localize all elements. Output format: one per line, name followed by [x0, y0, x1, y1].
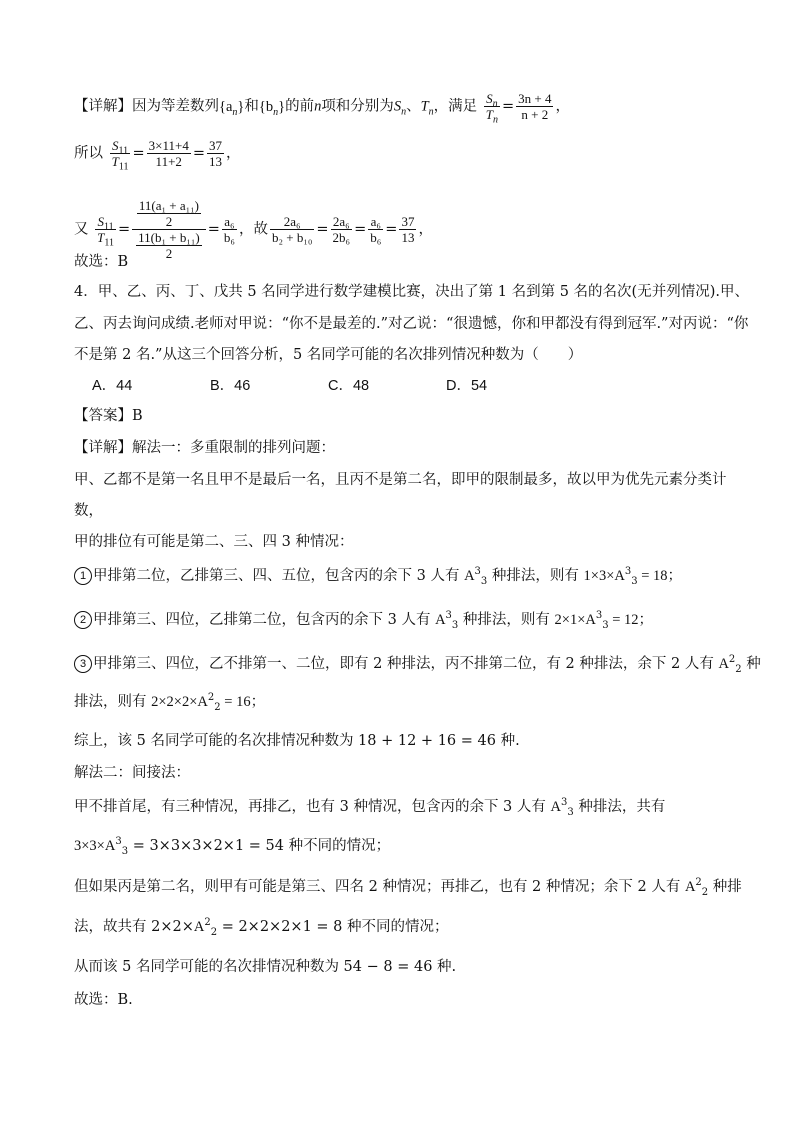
option-c: C．48	[328, 378, 370, 394]
ratio-formula: $\frac{3n + 4}{n + 2}$	[518, 91, 552, 122]
compound-fraction: $\frac{\frac{\text{11(a₁ + a₁₁)}}{2}}{\frac{\text{11(b₁ + b₁₁)}}{2}}$	[132, 198, 206, 261]
q3-line-3: 又 $\frac{S_{11}}{T_{11}}$ = $\frac{\frac{\text{11(a₁ + a₁₁)}}{2}}{\frac{\text{11(b₁ + b₁₁)}}{2}}$ = $\frac{\text{a₆}}{\text{b₆}}$ ，故 $\frac{\text{2a₆}}{\text{b₂ + b₁₀}}$ = $\frac{\text{2a₆}}{\text{2b₆}}$ = $\frac{\text{a₆}}{\text{b₆}}$ = $\frac{37}{13}$ ，	[74, 198, 433, 261]
case-3: 3 甲排第三、四位，乙不排第一、二位，即有 2 种排法，丙不排第二位，有 2 种排法，余下 2 人有 $A^2_2$ 种	[74, 654, 761, 674]
summary-line: 综上，该 5 名同学可能的名次排情况种数为 18 + 12 + 16 = 46 种.	[74, 733, 520, 749]
case-1: 1 甲排第二位，乙排第三、四、五位，包含丙的余下 3 人有 $A^3_3$ 种排法，则有 $1\times 3\times A^3_3 = 18$；	[74, 566, 682, 586]
fraction-substitution: $\frac{3\times 11+4}{11+2}$	[148, 138, 189, 169]
q4-stem-line-1: 4．甲、乙、丙、丁、戊共 5 名同学进行数学建模比赛，决出了第 1 名到第 5 名的名次(无并列情况).甲、	[74, 284, 749, 300]
circled-number-2: 2	[74, 611, 92, 629]
case-3-continued: 排法，则有 $2\times 2\times 2\times A^2_2 = 16$；	[74, 692, 266, 713]
fraction-result: $\frac{37}{13}$	[208, 138, 222, 169]
detail-line-1: 【详解】解法一：多重限制的排列问题：	[74, 440, 335, 456]
q4-stem-line-3: 不是第 2 名.”从这三个回答分析，5 名同学可能的名次排列情况种数为（ ）	[74, 347, 583, 363]
method-2-line-4: 法，故共有 $2\times 2\times A^2_2 = 2\times 2\times 2\times 1 = 8$ 种不同的情况；	[74, 917, 449, 938]
case-2: 2 甲排第三、四位，乙排第二位，包含丙的余下 3 人有 $A^3_3$ 种排法，则有 $2\times 1\times A^3_3 = 12$；	[74, 610, 653, 630]
circled-number-3: 3	[74, 655, 92, 673]
q3-choice: 故选：B	[74, 254, 129, 270]
q4-stem-line-2: 乙、丙去询问成绩.老师对甲说：“你不是最差的.”对乙说：“很遗憾，你和甲都没有得到冠军.”对丙说：“你	[74, 316, 749, 332]
method-2-line-3: 但如果丙是第二名，则甲有可能是第三、四名 2 种情况；再排乙，也有 2 种情况；余下 2 人有 $A^2_2$ 种排	[74, 877, 742, 898]
q4-options	[92, 376, 564, 396]
method-2-line-5: 从而该 5 名同学可能的名次排情况种数为 54 − 8 = 46 种.	[74, 959, 457, 975]
option-d: D．54	[446, 378, 488, 394]
detail-line-2: 甲、乙都不是第一名且甲不是最后一名，且丙不是第二名，即甲的限制最多，故以甲为优先元素分类计	[74, 472, 727, 488]
detail-line-4: 甲的排位有可能是第二、三、四 3 种情况：	[74, 534, 354, 550]
method-2-line-1: 甲不排首尾，有三种情况，再排乙，也有 3 种情况，包含丙的余下 3 人有 $A^3_3$ 种排法，共有	[74, 797, 666, 818]
q3-detail-line-1: 【详解】因为等差数列$\{a_n\}$和$\{b_n\}$的前n项和分别为$S_n$、$T_n$，满足 $\frac{S_n}{T_n}$ = $\frac{3n + 4}{n + 2}$ ，	[74, 91, 570, 126]
option-a: A．44	[92, 378, 133, 394]
method-2-title: 解法二：间接法：	[74, 765, 190, 781]
sequence-a: $\{a_n\}$	[219, 98, 245, 118]
detail-tag: 【详解】	[74, 98, 132, 115]
q4-answer: 【答案】B	[74, 408, 143, 424]
ratio-sn-tn: $\frac{S_n}{T_n}$	[485, 91, 498, 126]
circled-number-1: 1	[74, 567, 92, 585]
detail-line-3: 数，	[74, 503, 103, 519]
q4-choice: 故选：B.	[74, 992, 133, 1008]
method-2-line-2: $3\times 3\times A^3_3 = 3\times 3\times 3\times 2\times 1 = 54$ 种不同的情况；	[74, 836, 391, 857]
q3-line-2: 所以 $\frac{S_{11}}{T_{11}}$ = $\frac{3\times 11+4}{11+2}$ = $\frac{37}{13}$ ，	[74, 138, 241, 173]
option-b: B．46	[210, 378, 251, 394]
sequence-b: $\{b_n\}$	[258, 98, 286, 118]
